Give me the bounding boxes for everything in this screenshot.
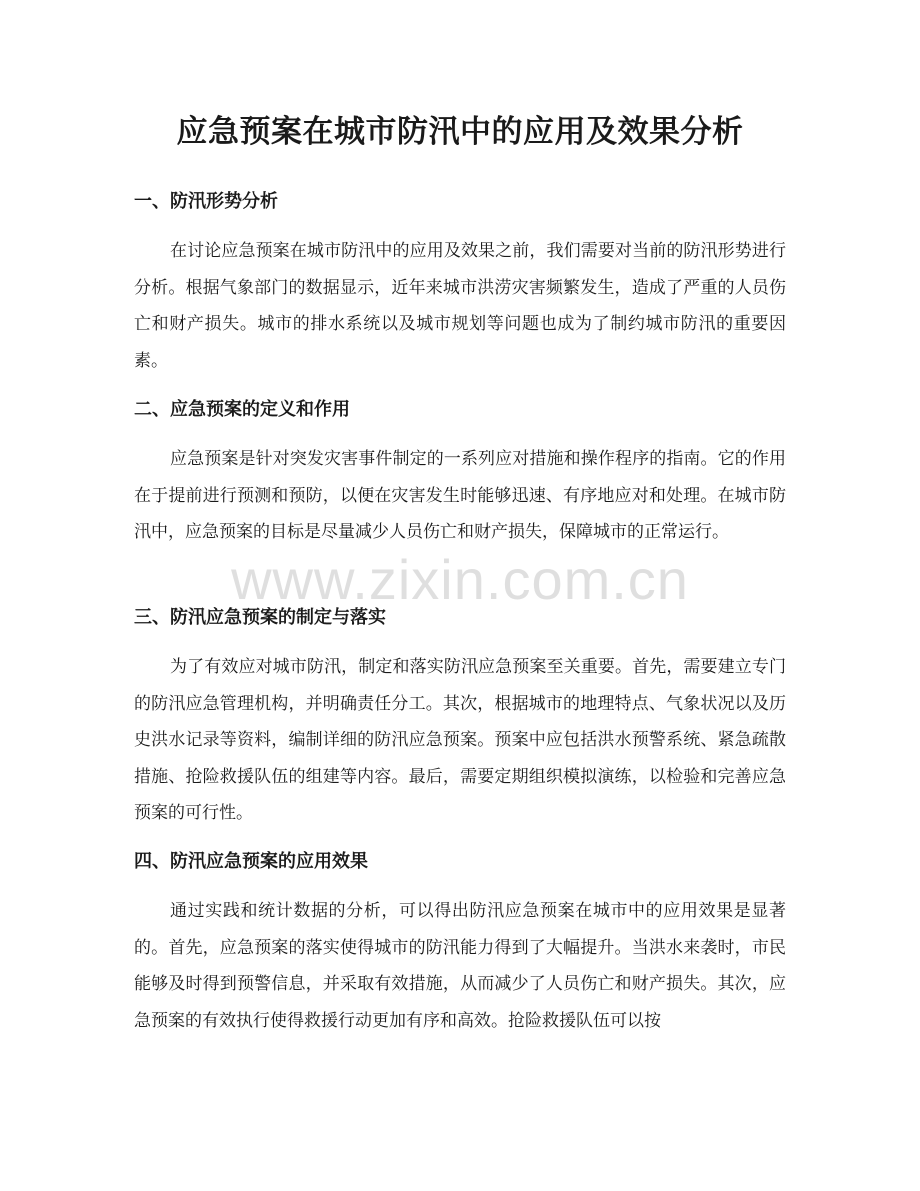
section-heading-2: 二、应急预案的定义和作用 — [134, 399, 350, 420]
section-heading-1: 一、防汛形势分析 — [134, 191, 278, 212]
section-body-3: 为了有效应对城市防汛，制定和落实防汛应急预案至关重要。首先，需要建立专门的防汛应急管理机构，并明确责任分工。其次，根据城市的地理特点、气象状况以及历史洪水记录等资料，编制详细的防汛应急预案。预案中应包括洪水预警系统、紧急疏散措施、抢险救援队伍的组建等内容。最后，需要定期组织模拟演练，以检验和完善应急预案的可行性。 — [134, 657, 786, 823]
section-body-4: 通过实践和统计数据的分析，可以得出防汛应急预案在城市中的应用效果是显著的。首先，应急预案的落实使得城市的防汛能力得到了大幅提升。当洪水来袭时，市民能够及时得到预警信息，并采取有效措施，从而减少了人员伤亡和财产损失。其次，应急预案的有效执行使得救援行动更加有序和高效。抢险救援队伍可以按 — [134, 901, 786, 1031]
section-body-1: 在讨论应急预案在城市防汛中的应用及效果之前，我们需要对当前的防汛形势进行分析。根据气象部门的数据显示，近年来城市洪涝灾害频繁发生，造成了严重的人员伤亡和财产损失。城市的排水系统以及城市规划等问题也成为了制约城市防汛的重要因素。 — [134, 241, 786, 371]
document-title: 应急预案在城市防汛中的应用及效果分析 — [176, 114, 744, 150]
section-heading-3: 三、防汛应急预案的制定与落实 — [134, 607, 386, 628]
section-body-2: 应急预案是针对突发灾害事件制定的一系列应对措施和操作程序的指南。它的作用在于提前进行预测和预防，以便在灾害发生时能够迅速、有序地应对和处理。在城市防汛中，应急预案的目标是尽量减少人员伤亡和财产损失，保障城市的正常运行。 — [134, 449, 786, 542]
watermark: www.zixin.com.cn — [231, 548, 689, 611]
section-heading-4: 四、防汛应急预案的应用效果 — [134, 851, 368, 872]
